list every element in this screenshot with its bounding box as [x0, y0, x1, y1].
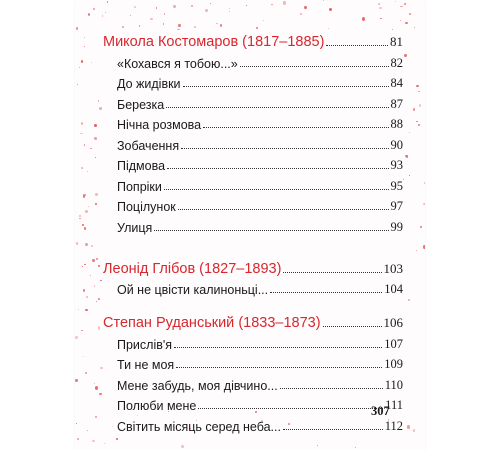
- poem-title: Попріки: [117, 179, 162, 194]
- speckle-dot: [408, 299, 411, 301]
- speckle-dot: [210, 3, 211, 4]
- speckle-dot: [83, 289, 85, 292]
- page-number: 111: [385, 398, 403, 412]
- speckle-dot: [95, 416, 97, 418]
- page-number: 103: [383, 260, 403, 276]
- speckle-dot: [76, 423, 78, 425]
- speckle-dot: [90, 275, 91, 276]
- section-gap: [103, 297, 403, 311]
- speckle-dot: [300, 13, 303, 15]
- speckle-dot: [413, 108, 415, 110]
- toc-entry: [103, 372, 403, 393]
- speckle-dot: [100, 280, 101, 281]
- speckle-dot: [414, 27, 416, 29]
- speckle-dot: [75, 336, 78, 339]
- speckle-dot: [75, 379, 78, 383]
- speckle-dot: [416, 85, 419, 87]
- speckle-dot: [77, 438, 79, 440]
- speckle-dot: [191, 5, 194, 7]
- poem-title: Нічна розмова: [117, 118, 202, 132]
- speckle-dot: [130, 15, 132, 16]
- toc-entry: [103, 331, 403, 352]
- speckle-dot: [85, 372, 87, 375]
- speckle-dot: [91, 245, 93, 247]
- dot-leader: [240, 65, 389, 67]
- speckle-dot: [181, 445, 183, 448]
- page-number: 88: [390, 117, 403, 131]
- speckle-dot: [404, 54, 407, 57]
- speckle-dot: [304, 6, 307, 9]
- dot-leader: [174, 346, 382, 348]
- speckle-dot: [164, 13, 165, 14]
- speckle-dot: [85, 309, 87, 311]
- speckle-dot: [82, 224, 84, 226]
- speckle-dot: [96, 258, 98, 260]
- page-number: 110: [384, 377, 403, 392]
- speckle-dot: [76, 27, 78, 29]
- poem-title: Ой не цвісти калиноньці...: [117, 283, 269, 297]
- speckle-dot: [80, 133, 83, 135]
- speckle-dot: [416, 250, 417, 251]
- dot-leader: [166, 106, 388, 108]
- speckle-dot: [95, 193, 97, 196]
- page-number: 107: [384, 336, 403, 351]
- speckle-dot: [407, 425, 410, 429]
- speckle-dot: [84, 46, 86, 48]
- speckle-dot: [79, 67, 80, 68]
- speckle-dot: [317, 445, 319, 447]
- speckle-dot: [134, 6, 136, 8]
- speckle-dot: [86, 296, 89, 298]
- author-name: Леонід Глібов (1827–1893): [103, 260, 282, 277]
- poem-title: Полюби мене: [117, 399, 197, 413]
- dot-leader: [181, 147, 388, 149]
- toc-entry: [103, 214, 403, 235]
- poem-title: Прислів'я: [117, 337, 173, 352]
- dot-leader: [183, 85, 389, 87]
- speckle-dot: [76, 242, 79, 245]
- speckle-dot: [406, 155, 408, 158]
- toc-entry: [103, 393, 403, 414]
- speckle-dot: [102, 15, 103, 17]
- speckle-dot: [362, 17, 365, 21]
- speckle-dot: [229, 8, 230, 10]
- speckle-dot: [400, 6, 403, 8]
- speckle-dot: [85, 243, 88, 246]
- dot-leader: [154, 229, 388, 231]
- speckle-dot: [79, 218, 80, 219]
- toc-entry: [103, 194, 403, 215]
- speckle-dot: [139, 25, 140, 27]
- dot-leader: [283, 428, 383, 430]
- author-name: Степан Руданський (1833–1873): [103, 315, 321, 331]
- speckle-dot: [91, 62, 92, 64]
- speckle-dot: [194, 26, 196, 28]
- poem-title: Підмова: [117, 159, 166, 173]
- dot-leader: [326, 44, 388, 46]
- speckle-dot: [98, 265, 100, 266]
- page-number: 90: [390, 137, 403, 152]
- speckle-dot: [418, 124, 420, 126]
- speckle-dot: [95, 157, 96, 158]
- speckle-dot: [380, 18, 382, 19]
- speckle-dot: [116, 438, 118, 440]
- speckle-dot: [82, 266, 83, 267]
- page-number: 95: [390, 178, 403, 193]
- speckle-dot: [95, 386, 98, 390]
- dot-leader: [164, 188, 389, 190]
- speckle-dot: [205, 9, 208, 12]
- speckle-dot: [423, 245, 425, 248]
- toc-entry: [103, 112, 403, 133]
- speckle-dot: [81, 167, 82, 169]
- speckle-dot: [98, 100, 100, 101]
- author-name: Микола Костомаров (1817–1885): [103, 34, 325, 50]
- author-heading: [103, 311, 403, 331]
- speckle-dot: [263, 20, 264, 21]
- poem-title: До жидівки: [117, 77, 181, 91]
- speckle-dot: [107, 1, 109, 3]
- speckle-dot: [420, 226, 422, 228]
- speckle-dot: [216, 23, 218, 25]
- speckle-dot: [329, 8, 332, 11]
- speckle-dot: [400, 20, 401, 21]
- speckle-dot: [81, 122, 84, 125]
- dot-leader: [167, 167, 388, 169]
- poem-title: «Кохався я тобою...»: [117, 56, 238, 71]
- speckle-dot: [87, 171, 88, 172]
- speckle-dot: [98, 326, 100, 329]
- poem-title: Зобачення: [117, 138, 180, 153]
- speckle-dot: [81, 60, 83, 63]
- speckle-dot: [99, 107, 102, 110]
- speckle-dot: [92, 259, 95, 262]
- poem-title: Березка: [117, 97, 165, 112]
- page-number: 112: [384, 418, 403, 433]
- speckle-dot: [92, 440, 95, 442]
- table-of-contents: [103, 30, 403, 434]
- toc-entry: [103, 153, 403, 174]
- toc-entry: [103, 413, 403, 434]
- dot-leader: [280, 387, 383, 389]
- speckle-dot: [94, 137, 97, 140]
- toc-entry: [103, 71, 403, 92]
- dot-leader: [198, 407, 383, 409]
- speckle-dot: [96, 301, 97, 302]
- book-page: [75, 0, 425, 450]
- speckle-dot: [122, 26, 124, 28]
- toc-entry: [103, 173, 403, 194]
- dot-leader: [178, 208, 389, 210]
- speckle-dot: [88, 206, 89, 207]
- speckle-dot: [87, 430, 88, 431]
- speckle-dot: [83, 356, 84, 357]
- speckle-dot: [78, 309, 79, 310]
- speckle-dot: [283, 1, 286, 5]
- speckle-dot: [84, 264, 86, 265]
- author-heading: [103, 257, 403, 277]
- speckle-dot: [173, 5, 176, 8]
- speckle-dot: [85, 210, 88, 213]
- page-number: 104: [384, 282, 403, 296]
- speckle-dot: [424, 182, 425, 184]
- speckle-dot: [418, 91, 420, 93]
- poem-title: Світить місяць серед неба...: [117, 419, 281, 434]
- speckle-dot: [84, 227, 87, 230]
- speckle-dot: [104, 443, 105, 444]
- page-number: 106: [383, 315, 403, 330]
- speckle-dot: [81, 330, 83, 332]
- dot-leader: [203, 126, 388, 128]
- speckle-dot: [328, 28, 330, 30]
- speckle-dot: [409, 13, 411, 15]
- toc-entry: [103, 352, 403, 373]
- section-gap: [103, 235, 403, 257]
- speckle-dot: [94, 285, 96, 287]
- speckle-dot: [94, 124, 97, 127]
- poem-title: Улиця: [117, 220, 153, 235]
- page-number: 93: [390, 158, 403, 172]
- dot-leader: [270, 291, 382, 293]
- speckle-dot: [79, 215, 81, 217]
- page-number: 109: [384, 357, 403, 371]
- speckle-dot: [246, 5, 247, 6]
- folio-page-number: 307: [371, 404, 390, 418]
- speckle-dot: [98, 298, 100, 301]
- speckle-dot: [99, 393, 102, 395]
- speckle-dot: [105, 12, 106, 13]
- speckle-dot: [95, 203, 97, 205]
- speckle-dot: [413, 429, 416, 432]
- speckle-dot: [419, 104, 421, 107]
- dot-leader: [283, 271, 381, 273]
- speckle-dot: [94, 383, 95, 384]
- dot-leader: [176, 366, 382, 368]
- speckle-dot: [355, 447, 356, 448]
- page-number: 81: [390, 34, 403, 49]
- page-number: 99: [390, 219, 403, 234]
- speckle-dot: [395, 1, 397, 3]
- speckle-dot: [256, 27, 258, 29]
- speckle-dot: [84, 144, 85, 146]
- page-number: 97: [390, 199, 403, 213]
- speckle-dot: [88, 13, 90, 15]
- speckle-dot: [271, 4, 272, 5]
- speckle-dot: [423, 203, 425, 206]
- speckle-dot: [77, 84, 79, 85]
- speckle-dot: [93, 8, 95, 9]
- speckle-dot: [220, 24, 223, 27]
- speckle-dot: [404, 3, 406, 6]
- speckle-dot: [90, 148, 92, 149]
- speckle-dot: [178, 24, 181, 27]
- speckle-dot: [229, 11, 230, 12]
- page-number: 87: [390, 96, 403, 111]
- author-heading: [103, 30, 403, 50]
- speckle-dot: [378, 3, 380, 5]
- speckle-dot: [163, 23, 164, 25]
- speckle-dot: [409, 132, 410, 133]
- speckle-dot: [409, 175, 410, 176]
- page-number: 84: [390, 76, 403, 90]
- toc-entry: [103, 132, 403, 153]
- speckle-dot: [379, 7, 382, 9]
- speckle-dot: [416, 121, 418, 122]
- poem-title: Ти не моя: [117, 358, 175, 372]
- toc-entry: [103, 277, 403, 298]
- toc-entry: [103, 91, 403, 112]
- speckle-dot: [323, 0, 324, 1]
- speckle-dot: [84, 37, 85, 38]
- speckle-dot: [150, 18, 152, 20]
- speckle-dot: [405, 22, 408, 24]
- dot-leader: [323, 325, 382, 327]
- speckle-dot: [156, 7, 158, 9]
- poem-title: Поцілунок: [117, 200, 176, 214]
- page-number: 82: [390, 55, 403, 70]
- toc-entry: [103, 50, 403, 71]
- poem-title: Мене забудь, моя дівчино...: [117, 378, 278, 393]
